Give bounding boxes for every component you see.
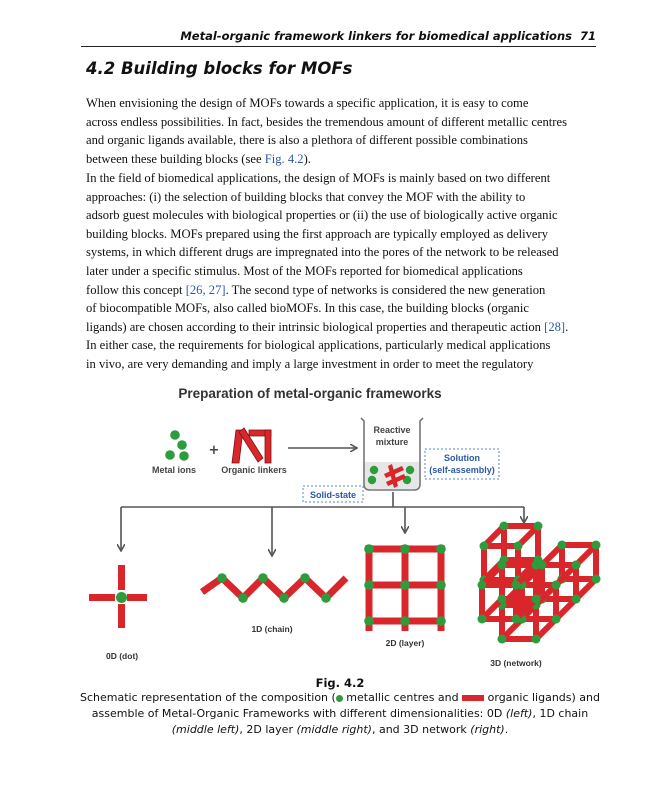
label-2d: 2D (layer) [385,638,425,648]
text-line: In the field of biomedical applications, the design of MOFs is mainly based on two different [86,171,551,185]
label-0d: 0D (dot) [106,651,139,661]
structure-0d [89,565,147,628]
metal-node [514,542,523,551]
distribution-arrows [121,492,524,555]
structure-2d [364,544,446,631]
reactive-label: Reactive [373,425,411,435]
figure-label: Fig. 4.2 [315,676,365,690]
label-3d: 3D (network) [490,658,542,668]
text-line: In either case, the requirements for biological applications, particularly medical applications [86,338,551,353]
text-line: in vivo, are very demanding and imply a large investment in order to meet the regulatory [86,356,534,371]
text-line: of biocompatible MOFs, also called bioMOFs. In this case, the building blocks (organic [86,301,529,316]
metal-node [552,581,561,590]
organic-linkers-label: Organic linkers [221,465,287,475]
metal-dot-icon [336,695,343,702]
metal-node [478,581,487,590]
metal-node [592,541,601,550]
citation-link[interactable]: [28] [544,319,566,334]
citation-link[interactable]: Fig. 4.2 [264,151,304,166]
label-1d: 1D (chain) [251,624,293,634]
metal-node [532,561,541,570]
text-line: follow this concept [26, 27]. The second type of networks is considered the new generation [86,282,546,297]
metal-node [436,544,446,554]
text-line: and organic ligands available, there is also a plethora of different possible combinations [86,133,528,148]
self-assembly-label: (self-assembly) [429,465,495,475]
metal-node [436,616,446,626]
metal-node [572,595,581,604]
ligand-bar-icon [462,695,484,701]
metal-node [364,580,374,590]
caption-line-2: assemble of Metal-Organic Frameworks with different dimensionalities: 0D (left), 1D chain [91,707,589,720]
text-line: systems, in which different drugs are impregnated into the pores of the network to be released [86,245,559,260]
solid-state-label: Solid-state [309,490,357,500]
metal-node [498,561,507,570]
solution-label: Solution [444,453,480,463]
text-line: When envisioning the design of MOFs towards a specific application, it is easy to come [86,96,529,110]
figure-title: Preparation of metal-organic frameworks [178,386,442,401]
metal-node [364,616,374,626]
text-line: ligands) are chosen according to their intrinsic biological properties and therapeutic action [28]. [86,319,569,334]
text-line: approaches: (i) the selection of building blocks that convey the MOF with the ability to [86,189,526,204]
text-line: across endless possibilities. In fact, besides the tremendous amount of different metallic centres [86,114,567,129]
metal-node [500,522,509,531]
metal-node [532,595,541,604]
caption-line-3: (middle left), 2D layer (middle right), and 3D network (right). [171,723,509,736]
running-title: Metal-organic framework linkers for biomedical applications [180,29,572,43]
metal-node [498,635,507,644]
metal-ions-label: Metal ions [151,465,197,475]
metal-node [400,544,410,554]
text-line: between these building blocks (see Fig. 4.2). [86,151,311,166]
metal-node [512,615,521,624]
metal-node [572,561,581,570]
organic-linkers-icon [232,428,271,463]
citation-link[interactable]: [26, 27] [185,282,226,297]
text-line: later under a specific stimulus. Most of the MOFs reported for biomedical applications [86,263,523,278]
metal-node [498,595,507,604]
page-number: 71 [579,29,596,43]
metal-node [558,541,567,550]
metal-ions-cluster [165,430,189,461]
metal-node [364,544,374,554]
metal-node [592,575,601,584]
metal-node [512,581,521,590]
section-title: 4.2 Building blocks for MOFs [86,59,353,78]
metal-node [400,580,410,590]
metal-node [478,615,487,624]
mixture-label: mixture [375,437,409,447]
metal-node [534,522,543,531]
plus-sign: + [208,443,220,458]
metal-node [480,542,489,551]
text-line: adsorb guest molecules with biological properties or (ii) the use of biologically active organic [86,208,558,223]
text-line: building blocks. MOFs prepared using the first approach are typically employed as delivery [86,226,549,241]
metal-node [552,615,561,624]
metal-node [400,616,410,626]
metal-node [532,635,541,644]
caption-line-1: Schematic representation of the composition ( metallic centres and organic ligands) and [80,691,600,704]
metal-node [436,580,446,590]
structure-3d [478,522,601,644]
